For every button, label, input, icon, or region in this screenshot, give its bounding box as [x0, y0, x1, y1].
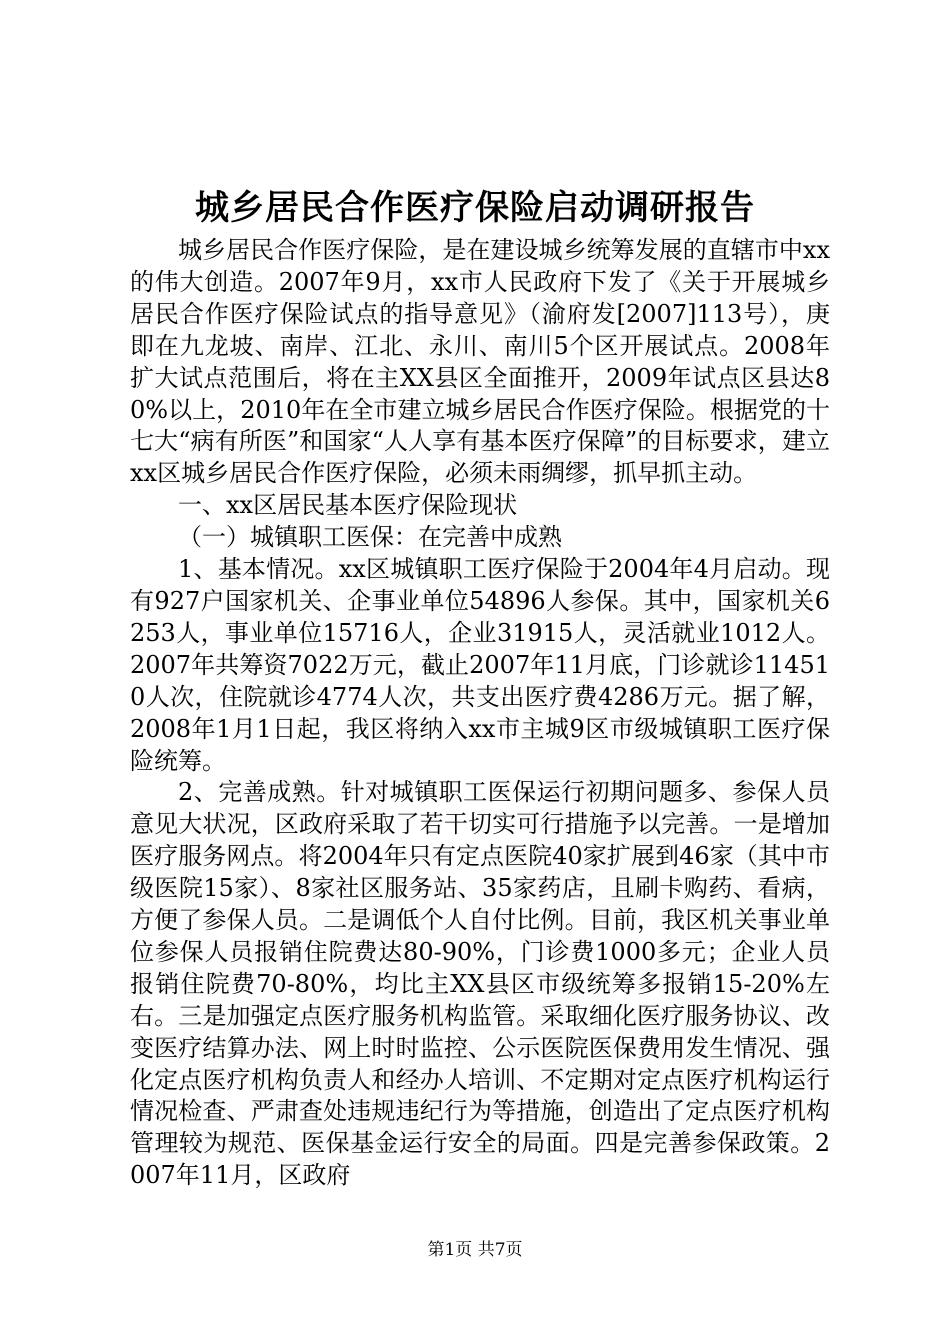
document-title: 城乡居民合作医疗保险启动调研报告	[195, 188, 755, 228]
improvement-paragraph: 2、完善成熟。针对城镇职工医保运行初期问题多、参保人员意见大状况，区政府采取了若干切实可行措施予以完善。一是增加医疗服务网点。将2004年只有定点医院40家扩展到46家（其中市级医院15家）、8家社区服务站、35家药店，且刷卡购药、看病，方便了参保人员。二是调低个人自付比例。目前，我区机关事业单位参保人员报销住院费达80-90%，门诊费1000多元；企业人员报销住院费70-80%，均比主XX县区市级统筹多报销15-20%左右。三是加强定点医疗服务机构监管。采取细化医疗服务协议、改变医疗结算办法、网上时时监控、公示医院医保费用发生情况、强化定点医疗机构负责人和经办人培训、不定期对定点医疗机构运行情况检查、严肃查处违规违纪行为等措施，创造出了定点医疗机构管理较为规范、医保基金运行安全的局面。四是完善参保政策。2007年11月，区政府	[130, 778, 830, 1190]
intro-paragraph: 城乡居民合作医疗保险，是在建设城乡统筹发展的直辖市中xx的伟大创造。2007年9月，xx市人民政府下发了《关于开展城乡居民合作医疗保险试点的指导意见》（渝府发[2007]113号），庚即在九龙坡、南岸、江北、永川、南川5个区开展试点。2008年扩大试点范围后，将在主XX县区全面推开，2009年试点区县达80%以上，2010年在全市建立城乡居民合作医疗保险。根据党的十七大“病有所医”和国家“人人享有基本医疗保障”的目标要求，建立xx区城乡居民合作医疗保险，必须未雨绸缪，抓早抓主动。	[130, 236, 830, 488]
page-footer: 第1页 共7页	[427, 1240, 523, 1260]
section-heading-1: 一、xx区居民基本医疗保险现状	[178, 491, 518, 520]
basic-situation-paragraph: 1、基本情况。xx区城镇职工医疗保险于2004年4月启动。现有927户国家机关、企事业单位54896人参保。其中，国家机关6253人，事业单位15716人，企业31915人，灵活就业1012人。2007年共筹资7022万元，截止2007年11月底，门诊就诊114510人次，住院就诊4774人次，共支出医疗费4286万元。据了解，2008年1月1日起，我区将纳入xx市主城9区市级城镇职工医疗保险统筹。	[130, 555, 830, 775]
document-body	[130, 235, 830, 1192]
subsection-heading-1: （一）城镇职工医保：在完善中成熟	[178, 523, 562, 552]
